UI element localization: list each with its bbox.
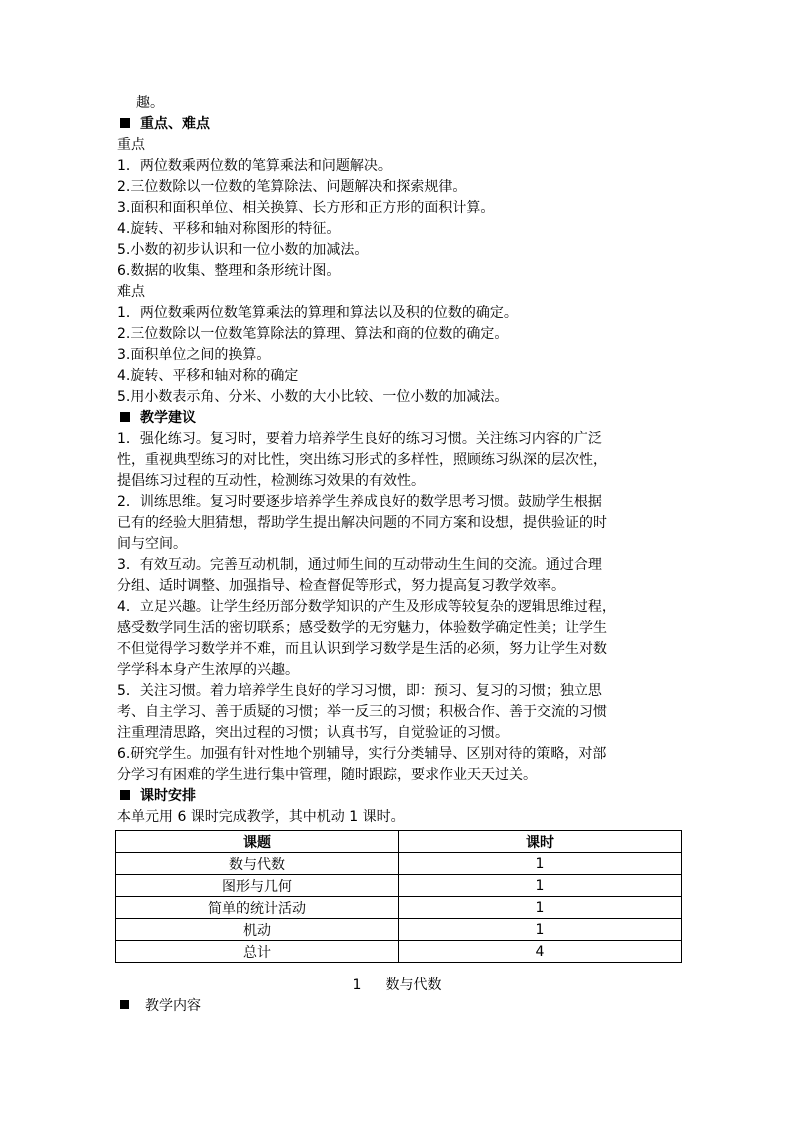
table-row bbox=[116, 919, 682, 941]
difficulty-item: 2.三位数除以一位数笔算除法的算理、算法和商的位数的确定。 bbox=[117, 326, 509, 342]
cell-topic: 机动 bbox=[116, 919, 399, 941]
paragraph-line: 提倡练习过程的互动性，检测练习效果的有效性。 bbox=[117, 473, 425, 489]
paragraph-line: 感受数学同生活的密切联系；感受数学的无穷魅力，体验数学确定性美；让学生 bbox=[117, 620, 607, 636]
column-header-topic: 课题 bbox=[116, 831, 399, 853]
paragraph-line: 6.研究学生。加强有针对性地个别辅导，实行分类辅导、区别对待的策略，对部 bbox=[117, 746, 607, 762]
paragraph-line: 3．有效互动。完善互动机制，通过师生间的互动带动生生间的交流。通过合理 bbox=[117, 557, 602, 573]
square-bullet-icon bbox=[120, 790, 130, 800]
suggestion-paragraph bbox=[117, 744, 682, 786]
suggestion-paragraph bbox=[117, 429, 682, 492]
key-item: 6.数据的收集、整理和条形统计图。 bbox=[117, 263, 341, 279]
heading-text: 课时安排 bbox=[140, 788, 196, 804]
cell-topic: 数与代数 bbox=[116, 853, 399, 875]
paragraph-line: 2．训练思维。复习时要逐步培养学生养成良好的数学思考习惯。鼓励学生根据 bbox=[117, 494, 602, 510]
difficulty-item: 4.旋转、平移和轴对称的确定 bbox=[117, 368, 299, 384]
paragraph-line: 已有的经验大胆猜想，帮助学生提出解决问题的不同方案和设想，提供验证的时 bbox=[117, 515, 607, 531]
suggestion-paragraph bbox=[117, 681, 682, 744]
paragraph-line: 不但觉得学习数学并不难，而且认识到学习数学是生活的必须，努力让学生对数 bbox=[117, 641, 607, 657]
intro-tail: 趣。 bbox=[136, 95, 164, 111]
cell-topic: 简单的统计活动 bbox=[116, 897, 399, 919]
cell-periods: 1 bbox=[399, 875, 682, 897]
paragraph-line: 1．强化练习。复习时，要着力培养学生良好的练习习惯。关注练习内容的广泛 bbox=[117, 431, 602, 447]
schedule-intro: 本单元用 6 课时完成教学，其中机动 1 课时。 bbox=[117, 809, 405, 825]
difficulty-item: 3.面积单位之间的换算。 bbox=[117, 347, 271, 363]
paragraph-line: 考、自主学习、善于质疑的习惯；举一反三的习惯；积极合作、善于交流的习惯 bbox=[117, 704, 607, 720]
heading-text: 教学建议 bbox=[140, 410, 196, 426]
difficulty-label: 难点 bbox=[117, 284, 145, 300]
key-item: 4.旋转、平移和轴对称图形的特征。 bbox=[117, 221, 341, 237]
key-item: 5.小数的初步认识和一位小数的加减法。 bbox=[117, 242, 369, 258]
table-row bbox=[116, 853, 682, 875]
paragraph-line: 间与空间。 bbox=[117, 536, 187, 552]
paragraph-line: 分组、适时调整、加强指导、检查督促等形式，努力提高复习教学效率。 bbox=[117, 578, 565, 594]
page-content bbox=[117, 93, 682, 963]
table-row bbox=[116, 875, 682, 897]
paragraph-line: 4．立足兴趣。让学生经历部分数学知识的产生及形成等较复杂的逻辑思维过程， bbox=[117, 599, 616, 615]
key-item: 2.三位数除以一位数的笔算除法、问题解决和探索规律。 bbox=[117, 179, 467, 195]
paragraph-line: 分学习有困难的学生进行集中管理，随时跟踪，要求作业天天过关。 bbox=[117, 767, 537, 783]
paragraph-line: 性，重视典型练习的对比性，突出练习形式的多样性，照顾练习纵深的层次性， bbox=[117, 452, 607, 468]
key-item: 3.面积和面积单位、相关换算、长方形和正方形的面积计算。 bbox=[117, 200, 495, 216]
heading-text: 重点、难点 bbox=[140, 116, 210, 132]
paragraph-line: 5．关注习惯。着力培养学生良好的学习习惯，即：预习、复习的习惯；独立思 bbox=[117, 683, 602, 699]
schedule-table bbox=[115, 830, 682, 963]
section-heading-teaching-suggestions bbox=[117, 408, 682, 429]
key-label: 重点 bbox=[117, 137, 145, 153]
section-number: 1 bbox=[352, 977, 362, 993]
section-title-text: 数与代数 bbox=[385, 977, 442, 993]
table-header-row bbox=[116, 831, 682, 853]
cell-topic: 总计 bbox=[116, 941, 399, 963]
difficulty-item: 5.用小数表示角、分米、小数的大小比较、一位小数的加减法。 bbox=[117, 389, 509, 405]
key-item: 1．两位数乘两位数的笔算乘法和问题解决。 bbox=[117, 158, 392, 174]
table-row bbox=[116, 897, 682, 919]
table-row bbox=[116, 941, 682, 963]
cell-periods: 1 bbox=[399, 853, 682, 875]
square-bullet-icon bbox=[120, 118, 130, 128]
teaching-content-label: 教学内容 bbox=[145, 998, 201, 1014]
paragraph-line: 学学科本身产生浓厚的兴趣。 bbox=[117, 662, 299, 678]
cell-topic: 图形与几何 bbox=[116, 875, 399, 897]
section-title bbox=[0, 975, 794, 996]
cell-periods: 1 bbox=[399, 897, 682, 919]
paragraph-line: 注重理清思路，突出过程的习惯；认真书写，自觉验证的习惯。 bbox=[117, 725, 509, 741]
cell-periods: 1 bbox=[399, 919, 682, 941]
section-heading-schedule bbox=[117, 786, 682, 807]
square-bullet-icon bbox=[120, 412, 130, 422]
teaching-content-item bbox=[120, 996, 201, 1017]
suggestion-paragraph bbox=[117, 492, 682, 555]
suggestion-paragraph bbox=[117, 597, 682, 681]
difficulty-item: 1．两位数乘两位数笔算乘法的算理和算法以及积的位数的确定。 bbox=[117, 305, 518, 321]
column-header-periods: 课时 bbox=[399, 831, 682, 853]
cell-periods: 4 bbox=[399, 941, 682, 963]
suggestion-paragraph bbox=[117, 555, 682, 597]
section-heading-key-points bbox=[117, 114, 682, 135]
square-bullet-icon bbox=[120, 1000, 129, 1009]
